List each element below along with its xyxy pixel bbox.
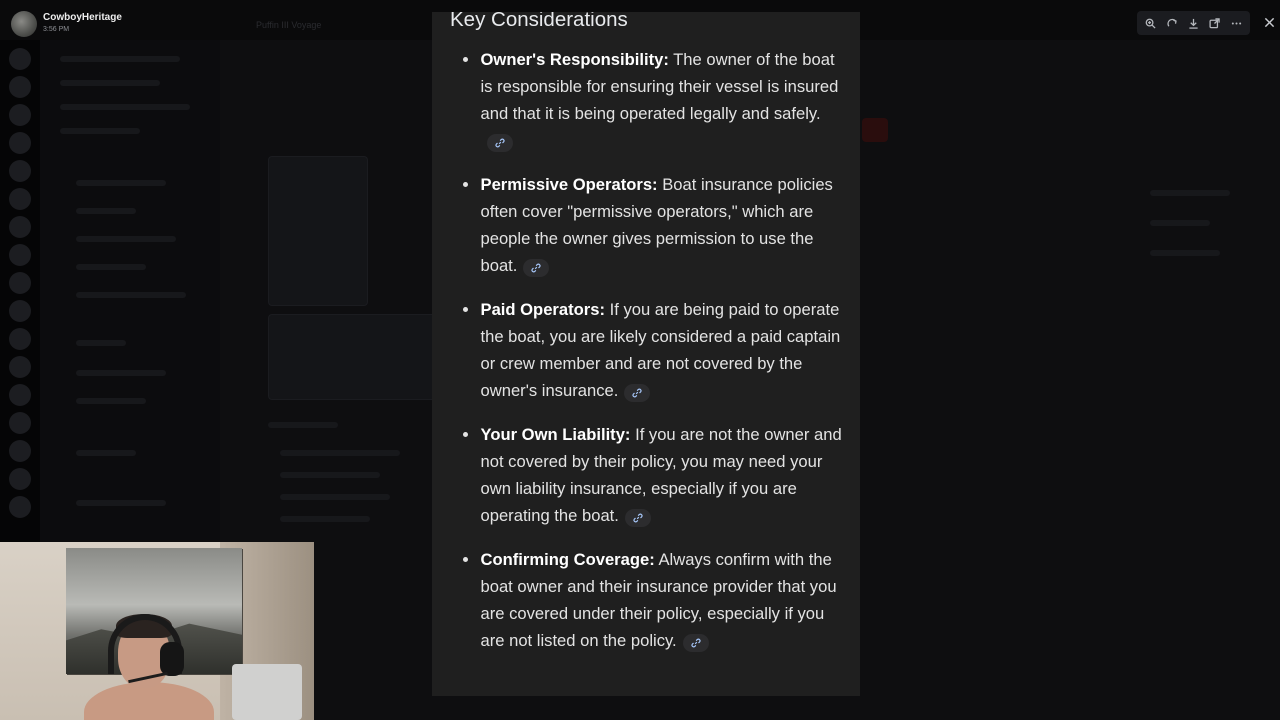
link-icon <box>531 263 541 273</box>
background-channel-title: Puffin III Voyage <box>256 20 322 30</box>
list-item <box>432 171 860 279</box>
point-term: Confirming Coverage: <box>480 550 655 569</box>
link-icon <box>633 513 643 523</box>
link-icon <box>495 138 505 148</box>
link-icon <box>691 638 701 648</box>
point-text: Always confirm with the boat owner and their insurance provider that you are covered under their policy, especially if you are not listed on the policy. <box>480 550 837 650</box>
open-in-browser-icon <box>1209 18 1220 29</box>
point-term: Paid Operators: <box>480 300 605 319</box>
viewer-toolbar <box>1137 11 1250 35</box>
source-link[interactable] <box>625 509 651 527</box>
section-heading: Key Considerations <box>450 12 628 31</box>
list-item <box>432 546 860 654</box>
link-icon <box>632 388 642 398</box>
download-icon <box>1188 18 1199 29</box>
source-link[interactable] <box>683 634 709 652</box>
list-item <box>432 46 860 154</box>
chair <box>232 664 302 720</box>
point-text: Boat insurance policies often cover "permissive operators," which are people the owner gives permission to use the boat. <box>480 175 833 275</box>
list-item <box>432 421 860 529</box>
close-button[interactable] <box>1261 14 1277 30</box>
point-term: Owner's Responsibility: <box>480 50 669 69</box>
uploader-name[interactable]: CowboyHeritage <box>43 12 122 23</box>
open-in-browser-button[interactable] <box>1206 14 1224 32</box>
upload-time: 3:56 PM <box>43 26 70 33</box>
avatar[interactable] <box>11 11 37 37</box>
point-text: If you are being paid to operate the boat, you are likely considered a paid captain or crew member and are not covered by the owner's insurance. <box>480 300 841 400</box>
rotate-icon <box>1167 18 1178 29</box>
rotate-button[interactable] <box>1163 14 1181 32</box>
more-icon <box>1231 18 1242 29</box>
point-term: Permissive Operators: <box>480 175 658 194</box>
download-button[interactable] <box>1184 14 1202 32</box>
considerations-list <box>432 46 860 671</box>
source-link[interactable] <box>487 134 513 152</box>
zoom-in-button[interactable] <box>1142 14 1160 32</box>
point-term: Your Own Liability: <box>480 425 631 444</box>
point-text: The owner of the boat is responsible for ensuring their vessel is insured and that it is being operated legally and safely. <box>480 50 839 123</box>
source-link[interactable] <box>523 259 549 277</box>
close-icon <box>1264 17 1275 28</box>
more-button[interactable] <box>1227 14 1245 32</box>
webcam-overlay <box>0 542 314 720</box>
list-item <box>432 296 860 404</box>
notification-badge <box>862 118 888 142</box>
viewed-image[interactable] <box>432 12 860 696</box>
point-text: If you are not the owner and not covered by their policy, you may need your own liability insurance, especially if you are operating the boat. <box>480 425 842 525</box>
source-link[interactable] <box>624 384 650 402</box>
zoom-in-icon <box>1145 18 1156 29</box>
